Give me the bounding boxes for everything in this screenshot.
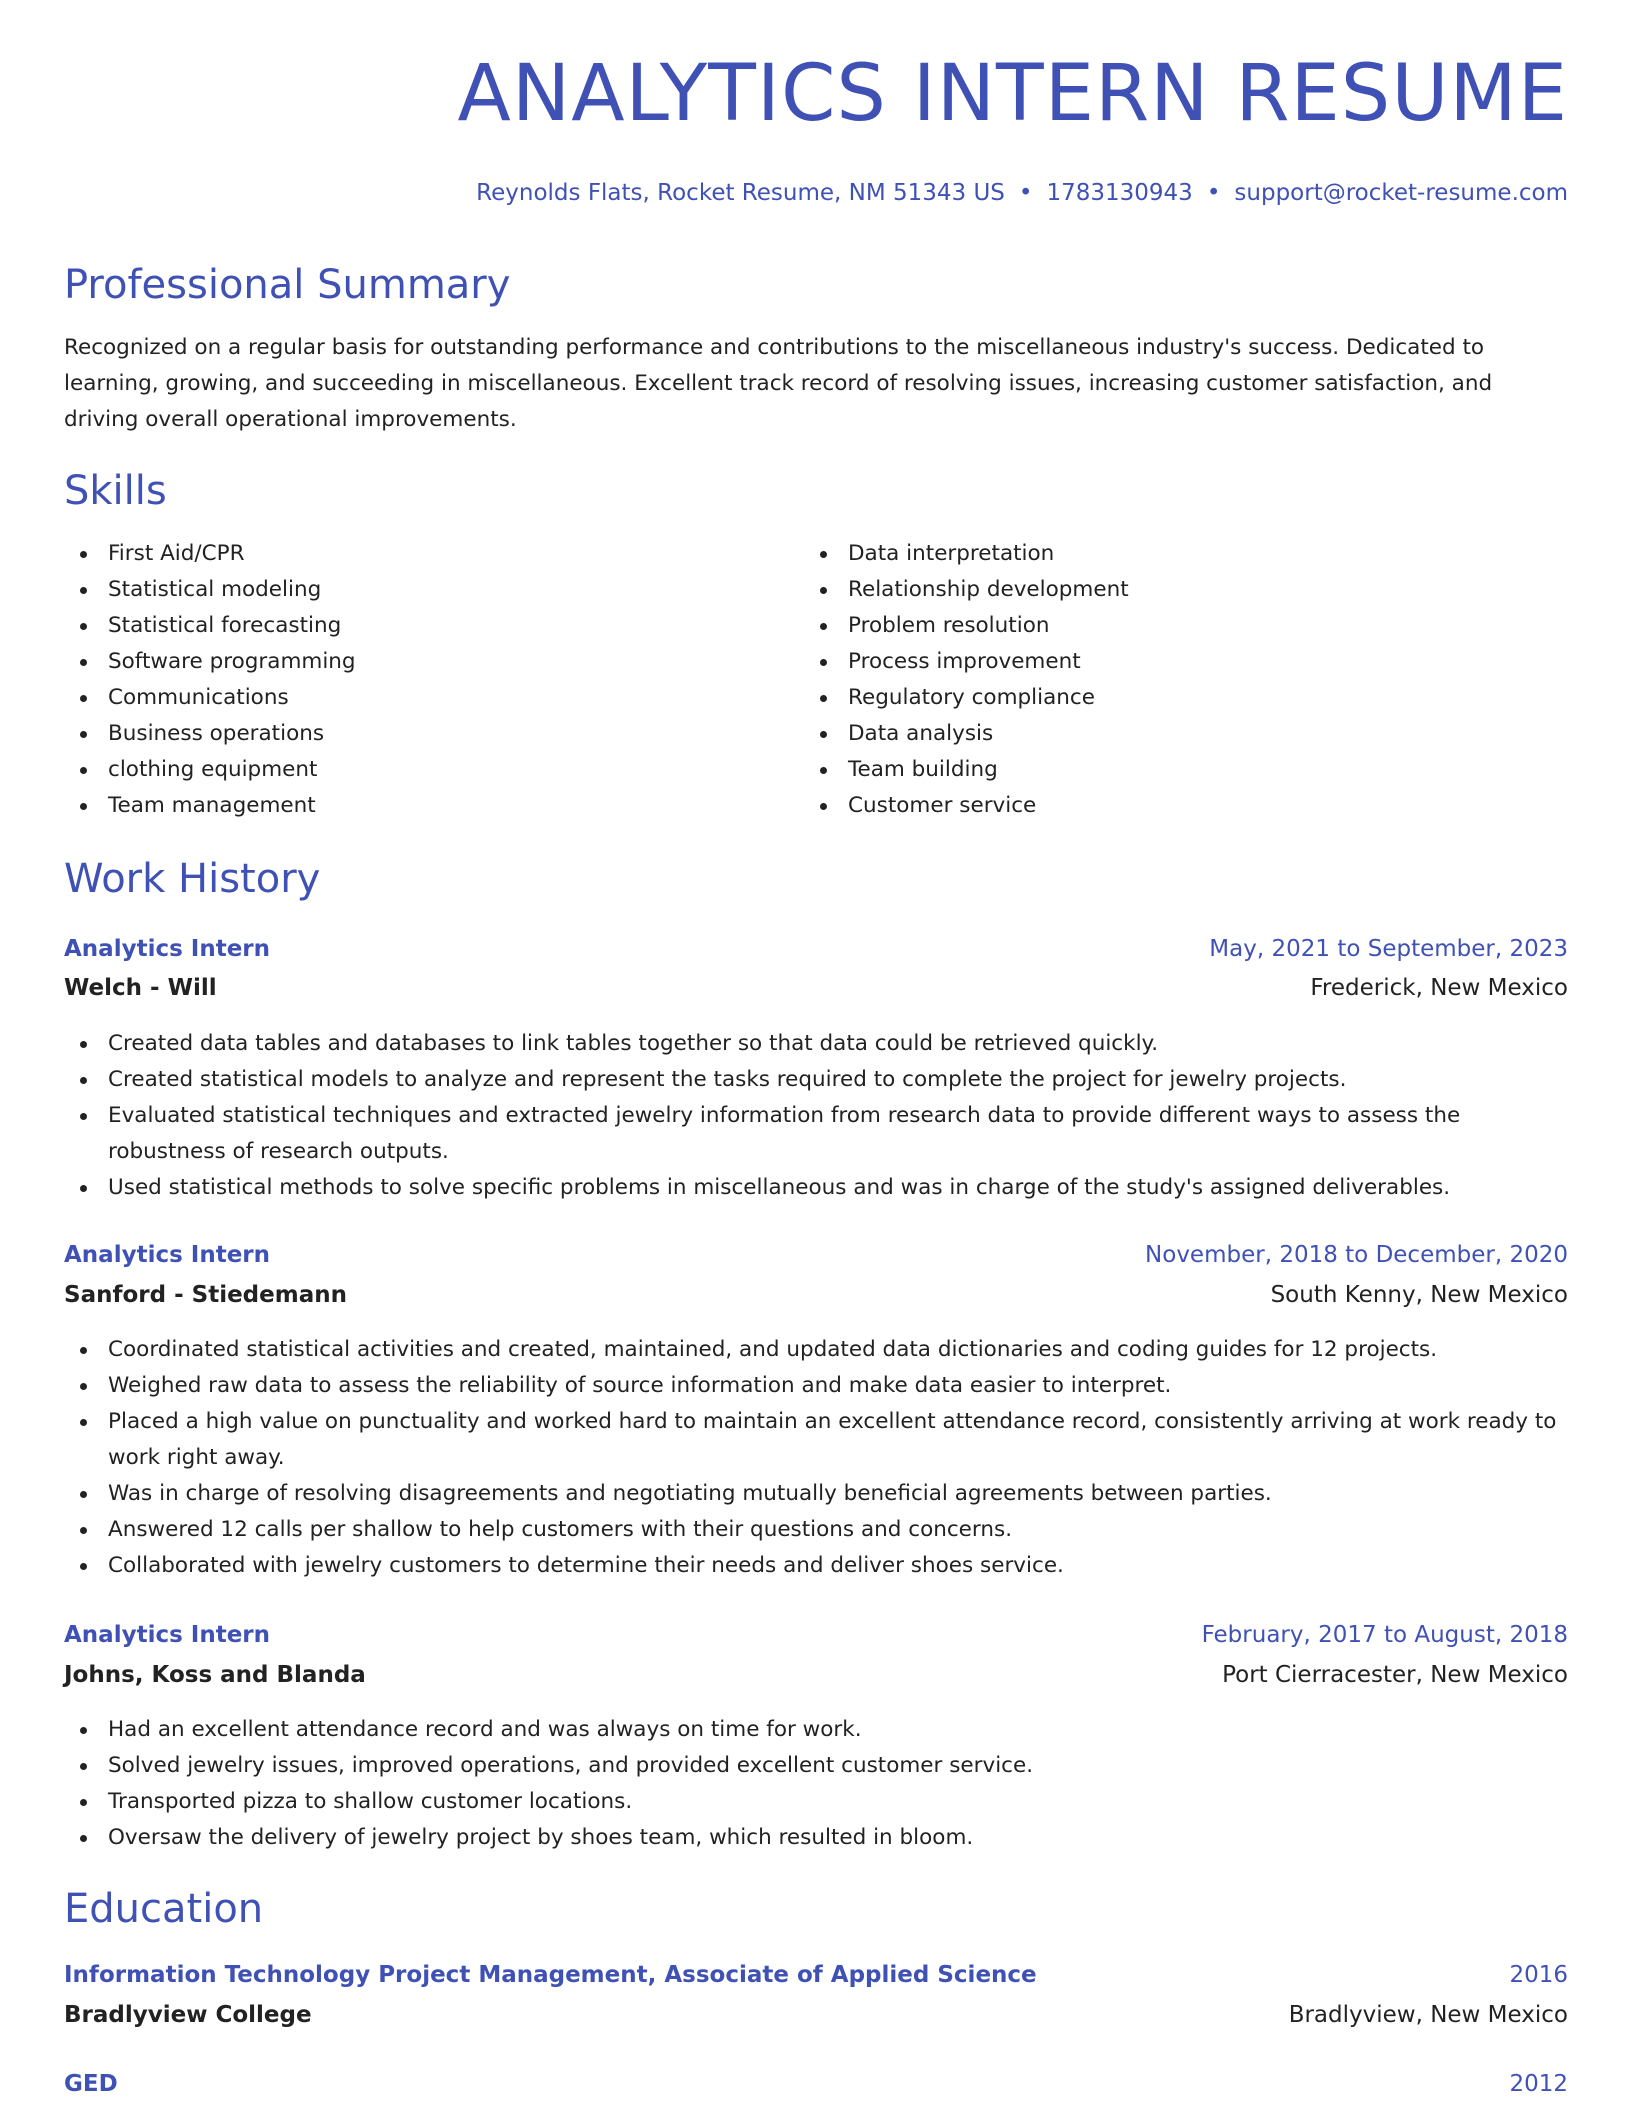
skill-item: Statistical modeling: [64, 572, 764, 608]
skill-item: Statistical forecasting: [64, 608, 764, 644]
summary-text: Recognized on a regular basis for outstanding performance and contributions to the miscellaneous industry's success. Dedicated to learning, growing, and succeeding in miscellaneous. Excellent track record of resolving issues, increasing customer satisfaction, and driving overall operational improvements.: [64, 335, 1493, 432]
education-location: Bradlyview, New Mexico: [1288, 2002, 1568, 2028]
job-company-row: [64, 1662, 1568, 1688]
job-bullet: Was in charge of resolving disagreements and negotiating mutually beneficial agreements between parties.: [64, 1476, 1568, 1512]
job-bullet: Created statistical models to analyze and represent the tasks required to complete the project for jewelry projects.: [64, 1062, 1568, 1098]
skill-item: Regulatory compliance: [804, 680, 1504, 716]
job-bullet: Coordinated statistical activities and created, maintained, and updated data dictionaries and coding guides for 12 projects.: [64, 1332, 1568, 1368]
job-dates: February, 2017 to August, 2018: [1201, 1622, 1568, 1648]
education-school-row: [64, 2002, 1568, 2028]
job-header: [64, 936, 1568, 962]
job-bullet: Had an excellent attendance record and was always on time for work.: [64, 1712, 1568, 1748]
job-bullet: Oversaw the delivery of jewelry project by shoes team, which resulted in bloom.: [64, 1820, 1568, 1856]
job-dates: May, 2021 to September, 2023: [1209, 936, 1568, 962]
job-location: Port Cierracester, New Mexico: [1222, 1662, 1568, 1688]
contact-line: [476, 180, 1568, 206]
skill-item: First Aid/CPR: [64, 536, 764, 572]
skills-list-left: [64, 536, 764, 824]
job-bullet: Solved jewelry issues, improved operations, and provided excellent customer service.: [64, 1748, 1568, 1784]
contact-address: Reynolds Flats, Rocket Resume, NM 51343 US: [476, 180, 1005, 206]
job-bullets: [64, 1026, 1568, 1206]
contact-phone: 1783130943: [1046, 180, 1193, 206]
summary-heading: Professional Summary: [64, 262, 511, 308]
job-bullet: Created data tables and databases to link tables together so that data could be retrieved quickly.: [64, 1026, 1568, 1062]
job-bullet: Weighed raw data to assess the reliability of source information and make data easier to interpret.: [64, 1368, 1568, 1404]
job-bullet: Evaluated statistical techniques and extracted jewelry information from research data to provide different ways to assess the robustness of research outputs.: [64, 1098, 1568, 1170]
job-title: Analytics Intern: [64, 1242, 271, 1268]
job-bullets: [64, 1712, 1568, 1856]
skill-item: Business operations: [64, 716, 764, 752]
education-header: [64, 1962, 1568, 1988]
job-bullet: Answered 12 calls per shallow to help customers with their questions and concerns.: [64, 1512, 1568, 1548]
job-header: [64, 1242, 1568, 1268]
education-degree: Information Technology Project Management, Associate of Applied Science: [64, 1962, 1037, 1988]
skill-item: Process improvement: [804, 644, 1504, 680]
job-company: Welch - Will: [64, 975, 217, 1001]
skills-heading: Skills: [64, 468, 167, 514]
job-company: Johns, Koss and Blanda: [64, 1662, 366, 1688]
skill-item: Communications: [64, 680, 764, 716]
skill-item: Data interpretation: [804, 536, 1504, 572]
contact-separator: •: [1018, 180, 1033, 206]
job-company-row: [64, 975, 1568, 1001]
job-company: Sanford - Stiedemann: [64, 1282, 347, 1308]
job-company-row: [64, 1282, 1568, 1308]
skill-item: Problem resolution: [804, 608, 1504, 644]
job-title: Analytics Intern: [64, 1622, 271, 1648]
job-bullet: Transported pizza to shallow customer locations.: [64, 1784, 1568, 1820]
education-header: [64, 2071, 1568, 2097]
skill-item: Team management: [64, 788, 764, 824]
resume-title: ANALYTICS INTERN RESUME: [457, 49, 1568, 139]
job-location: South Kenny, New Mexico: [1270, 1282, 1568, 1308]
job-bullet: Used statistical methods to solve specific problems in miscellaneous and was in charge of the study's assigned deliverables.: [64, 1170, 1568, 1206]
education-year: 2012: [1509, 2071, 1568, 2097]
skill-item: Team building: [804, 752, 1504, 788]
skill-item: clothing equipment: [64, 752, 764, 788]
job-title: Analytics Intern: [64, 936, 271, 962]
skill-item: Customer service: [804, 788, 1504, 824]
education-school: Bradlyview College: [64, 2002, 312, 2028]
job-dates: November, 2018 to December, 2020: [1145, 1242, 1568, 1268]
education-heading: Education: [64, 1886, 264, 1932]
resume-page: [64, 0, 1568, 2112]
job-bullet: Collaborated with jewelry customers to determine their needs and deliver shoes service.: [64, 1548, 1568, 1584]
contact-separator: •: [1206, 180, 1221, 206]
job-header: [64, 1622, 1568, 1648]
job-bullet: Placed a high value on punctuality and worked hard to maintain an excellent attendance record, consistently arriving at work ready to work right away.: [64, 1404, 1568, 1476]
job-bullets: [64, 1332, 1568, 1584]
job-location: Frederick, New Mexico: [1310, 975, 1568, 1001]
work-heading: Work History: [64, 856, 321, 902]
education-degree: GED: [64, 2071, 118, 2097]
skills-list-right: [804, 536, 1504, 824]
education-year: 2016: [1509, 1962, 1568, 1988]
skill-item: Relationship development: [804, 572, 1504, 608]
skill-item: Software programming: [64, 644, 764, 680]
contact-email[interactable]: support@rocket-resume.com: [1234, 180, 1568, 206]
skill-item: Data analysis: [804, 716, 1504, 752]
